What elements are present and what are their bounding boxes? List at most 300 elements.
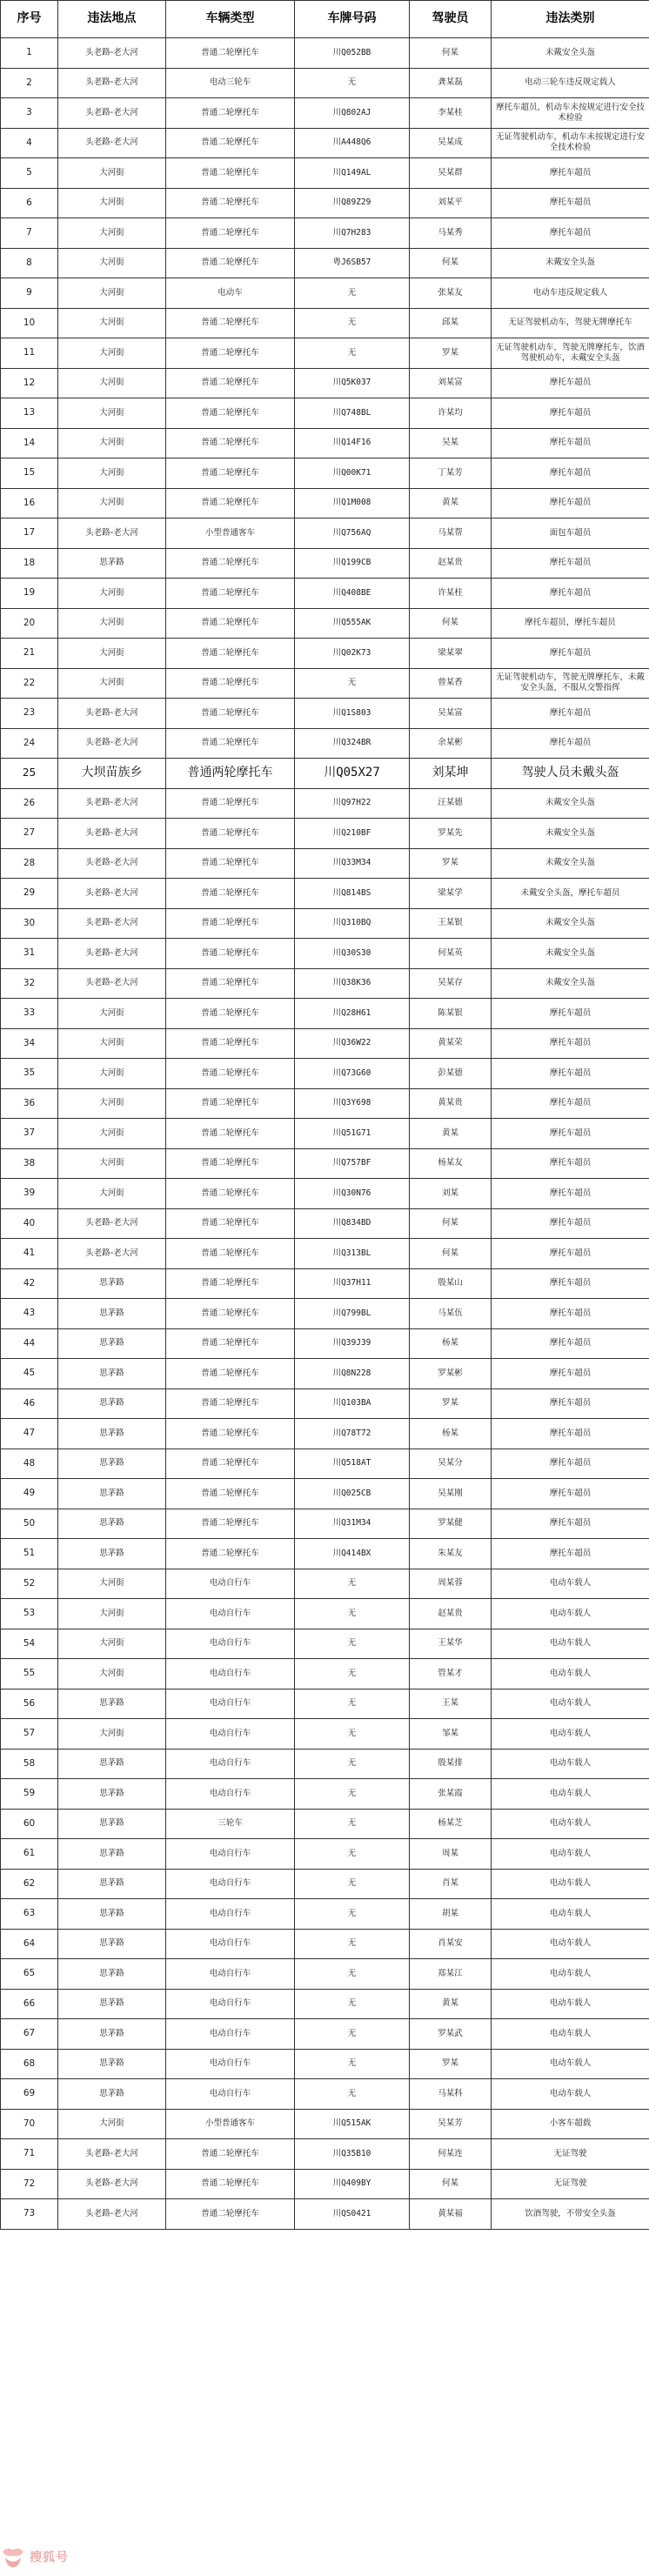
cell-location: 大河街 [58,1569,166,1599]
cell-plate-number: 川Q199CB [295,548,410,579]
cell-vehicle-type: 普通二轮摩托车 [166,968,295,999]
cell-driver: 杨某友 [410,1148,492,1179]
cell-plate-number: 无 [295,1719,410,1750]
cell-violation-type: 电动车载人 [492,1689,649,1719]
cell-driver: 罗某 [410,338,492,369]
cell-location: 头老路-老大河 [58,819,166,849]
cell-driver: 刘某 [410,1179,492,1209]
cell-plate-number: 川Q555AK [295,608,410,639]
cell-plate-number: 川Q38K36 [295,968,410,999]
cell-violation-type: 摩托车超员 [492,1539,649,1569]
cell-plate-number: 无 [295,1959,410,1990]
cell-driver: 黄某 [410,1989,492,2019]
cell-driver: 吴某芳 [410,2109,492,2139]
cell-location: 头老路-老大河 [58,68,166,98]
cell-vehicle-type: 电动自行车 [166,1659,295,1689]
table-row [1,1359,649,1389]
cell-location: 思茅路 [58,1749,166,1779]
cell-plate-number: 川Q30N76 [295,1179,410,1209]
table-row [1,338,649,369]
cell-vehicle-type: 普通二轮摩托车 [166,848,295,879]
cell-plate-number: 川Q35B10 [295,2139,410,2170]
table-row [1,1959,649,1990]
cell-violation-type: 摩托车超员 [492,218,649,249]
cell-no: 72 [1,2169,58,2199]
cell-plate-number: 川Q814BS [295,879,410,909]
cell-driver: 黄某贵 [410,1088,492,1119]
cell-vehicle-type: 普通二轮摩托车 [166,368,295,398]
cell-location: 思茅路 [58,1388,166,1419]
table-row [1,158,649,189]
cell-vehicle-type: 普通二轮摩托车 [166,879,295,909]
table-row [1,2049,649,2079]
cell-no: 10 [1,308,58,338]
cell-violation-type: 摩托车超员 [492,999,649,1029]
cell-plate-number: 川Q5K037 [295,368,410,398]
cell-plate-number: 川Q30S30 [295,939,410,969]
table-row [1,2109,649,2139]
cell-plate-number: 川Q39J39 [295,1328,410,1359]
table-header-row [1,1,649,38]
cell-location: 大河街 [58,218,166,249]
table-row [1,1509,649,1539]
cell-driver: 张某友 [410,278,492,309]
cell-plate-number: 川Q414BX [295,1539,410,1569]
cell-location: 思茅路 [58,1359,166,1389]
cell-violation-type: 摩托车超员 [492,1059,649,1089]
table-row [1,1119,649,1149]
cell-violation-type: 摩托车超员 [492,488,649,519]
table-row [1,579,649,609]
cell-plate-number: 川Q05X27 [295,759,410,789]
cell-location: 大河街 [58,1719,166,1750]
cell-no: 41 [1,1239,58,1269]
cell-violation-type: 摩托车超员 [492,1479,649,1509]
cell-no: 39 [1,1179,58,1209]
cell-driver: 汪某德 [410,788,492,819]
cell-no: 23 [1,699,58,729]
cell-location: 思茅路 [58,548,166,579]
cell-no: 67 [1,2019,58,2050]
cell-violation-type: 电动车载人 [492,1779,649,1810]
cell-driver: 罗某 [410,2049,492,2079]
cell-vehicle-type: 小型普通客车 [166,2109,295,2139]
cell-plate-number: 川QS0421 [295,2199,410,2230]
cell-driver: 邱某 [410,308,492,338]
cell-no: 16 [1,488,58,519]
cell-no: 50 [1,1509,58,1539]
table-row [1,1659,649,1689]
cell-vehicle-type: 普通二轮摩托车 [166,1388,295,1419]
cell-violation-type: 未戴安全头盔 [492,248,649,278]
table-row [1,1869,649,1899]
cell-location: 大河街 [58,308,166,338]
cell-vehicle-type: 普通二轮摩托车 [166,2139,295,2170]
cell-no: 26 [1,788,58,819]
cell-location: 大河街 [58,398,166,429]
table-row [1,1929,649,1959]
cell-violation-type: 摩托车超员 [492,428,649,458]
table-row [1,1989,649,2019]
cell-location: 思茅路 [58,1268,166,1299]
table-row [1,1899,649,1930]
cell-no: 33 [1,999,58,1029]
table-row [1,1539,649,1569]
cell-driver: 吴某成 [410,128,492,158]
cell-plate-number: 川Q14F16 [295,428,410,458]
cell-driver: 彭某德 [410,1059,492,1089]
sohu-logo-icon [0,2545,26,2569]
cell-location: 大河街 [58,1088,166,1119]
cell-violation-type: 电动车违反规定载人 [492,278,649,309]
cell-location: 思茅路 [58,1328,166,1359]
cell-driver: 梁某翠 [410,639,492,669]
cell-plate-number: 无 [295,1749,410,1779]
cell-plate-number: 川Q149AL [295,158,410,189]
table-row [1,128,649,158]
cell-plate-number: 无 [295,1989,410,2019]
cell-violation-type: 摩托车超员 [492,728,649,759]
cell-vehicle-type: 普通二轮摩托车 [166,1539,295,1569]
cell-vehicle-type: 普通二轮摩托车 [166,338,295,369]
cell-driver: 何某 [410,1208,492,1239]
cell-no: 14 [1,428,58,458]
cell-location: 大河街 [58,1148,166,1179]
cell-vehicle-type: 普通二轮摩托车 [166,488,295,519]
cell-no: 15 [1,458,58,489]
cell-violation-type: 摩托车超员 [492,1179,649,1209]
cell-vehicle-type: 普通二轮摩托车 [166,128,295,158]
cell-no: 46 [1,1388,58,1419]
cell-location: 头老路-老大河 [58,1208,166,1239]
cell-driver: 何某 [410,248,492,278]
cell-driver: 朱某友 [410,1539,492,1569]
cell-no: 55 [1,1659,58,1689]
cell-plate-number: 川Q799BL [295,1299,410,1329]
cell-vehicle-type: 普通二轮摩托车 [166,1449,295,1479]
cell-plate-number: 川Q518AT [295,1449,410,1479]
cell-plate-number: 川Q00K71 [295,458,410,489]
table-row [1,1239,649,1269]
cell-violation-type: 无证驾驶机动车，驾驶无牌摩托车，饮酒驾驶机动车，未戴安全头盔 [492,338,649,369]
cell-driver: 吴某 [410,428,492,458]
table-row [1,1268,649,1299]
cell-vehicle-type: 普通二轮摩托车 [166,579,295,609]
table-row [1,1449,649,1479]
table-row [1,968,649,999]
cell-vehicle-type: 电动自行车 [166,1959,295,1990]
table-row [1,248,649,278]
cell-driver: 何某 [410,2169,492,2199]
cell-driver: 王某 [410,1689,492,1719]
cell-no: 12 [1,368,58,398]
cell-driver: 吴某富 [410,699,492,729]
table-row [1,1088,649,1119]
cell-plate-number: 川Q748BL [295,398,410,429]
cell-driver: 赵某贵 [410,1599,492,1629]
table-row [1,68,649,98]
cell-driver: 吴某群 [410,158,492,189]
cell-vehicle-type: 电动自行车 [166,1929,295,1959]
cell-violation-type: 未戴安全头盔 [492,968,649,999]
cell-vehicle-type: 电动三轮车 [166,68,295,98]
cell-location: 大河街 [58,488,166,519]
table-row [1,639,649,669]
cell-plate-number: 川Q324BR [295,728,410,759]
cell-violation-type: 摩托车超员 [492,188,649,218]
cell-vehicle-type: 普通二轮摩托车 [166,1028,295,1059]
cell-location: 头老路-老大河 [58,848,166,879]
cell-driver: 马某伍 [410,1299,492,1329]
cell-driver: 杨某 [410,1328,492,1359]
cell-plate-number: 川Q103BA [295,1388,410,1419]
cell-vehicle-type: 电动自行车 [166,2079,295,2110]
cell-location: 头老路-老大河 [58,98,166,129]
cell-location: 头老路-老大河 [58,939,166,969]
table-row [1,548,649,579]
cell-plate-number: 川Q802AJ [295,98,410,129]
cell-vehicle-type: 普通二轮摩托车 [166,158,295,189]
cell-plate-number: 川Q97H22 [295,788,410,819]
cell-driver: 黄某福 [410,2199,492,2230]
cell-driver: 肖某安 [410,1929,492,1959]
cell-location: 大河街 [58,278,166,309]
cell-violation-type: 摩托车超员 [492,1449,649,1479]
cell-location: 大河街 [58,338,166,369]
table-row [1,2199,649,2230]
cell-violation-type: 电动车载人 [492,1659,649,1689]
cell-violation-type: 摩托车超员 [492,1239,649,1269]
table-row [1,2139,649,2170]
cell-plate-number: 川Q78T72 [295,1419,410,1449]
table-row [1,1388,649,1419]
table-row [1,1059,649,1089]
cell-plate-number: 川Q02K73 [295,639,410,669]
cell-vehicle-type: 电动车 [166,278,295,309]
cell-vehicle-type: 普通二轮摩托车 [166,1088,295,1119]
cell-violation-type: 未戴安全头盔 [492,38,649,69]
cell-no: 65 [1,1959,58,1990]
cell-driver: 黄某 [410,488,492,519]
cell-driver: 张某霞 [410,1779,492,1810]
cell-driver: 何某英 [410,939,492,969]
cell-plate-number: 川Q1M008 [295,488,410,519]
cell-driver: 马某秀 [410,218,492,249]
table-row [1,788,649,819]
cell-no: 69 [1,2079,58,2110]
cell-location: 思茅路 [58,1419,166,1449]
cell-no: 40 [1,1208,58,1239]
cell-driver: 赵某贵 [410,548,492,579]
table-row [1,939,649,969]
cell-no: 54 [1,1629,58,1659]
cell-location: 大河街 [58,1659,166,1689]
cell-vehicle-type: 普通二轮摩托车 [166,1299,295,1329]
cell-plate-number: 无 [295,1929,410,1959]
cell-vehicle-type: 普通二轮摩托车 [166,98,295,129]
table-row [1,1028,649,1059]
cell-violation-type: 摩托车超员 [492,1299,649,1329]
cell-location: 大河街 [58,1179,166,1209]
cell-driver: 邹某 [410,1719,492,1750]
cell-violation-type: 摩托车超员 [492,1088,649,1119]
header-no: 序号 [1,1,58,38]
cell-vehicle-type: 普通二轮摩托车 [166,2199,295,2230]
cell-no: 36 [1,1088,58,1119]
cell-vehicle-type: 普通二轮摩托车 [166,1059,295,1089]
cell-violation-type: 电动车载人 [492,1989,649,2019]
cell-violation-type: 未戴安全头盔 [492,819,649,849]
cell-location: 思茅路 [58,1449,166,1479]
cell-violation-type: 电动车载人 [492,1839,649,1870]
cell-plate-number: 川Q89Z29 [295,188,410,218]
table-row [1,38,649,69]
table-row [1,428,649,458]
cell-vehicle-type: 电动自行车 [166,1629,295,1659]
cell-location: 头老路-老大河 [58,519,166,549]
cell-violation-type: 驾驶人员未戴头盔 [492,759,649,789]
cell-violation-type: 摩托车超员 [492,1268,649,1299]
cell-violation-type: 无证驾驶 [492,2139,649,2170]
cell-location: 大河街 [58,1629,166,1659]
cell-vehicle-type: 电动自行车 [166,1989,295,2019]
cell-driver: 刘某坤 [410,759,492,789]
table-row [1,2079,649,2110]
cell-vehicle-type: 电动自行车 [166,1749,295,1779]
cell-violation-type: 摩托车超员 [492,368,649,398]
cell-location: 头老路-老大河 [58,788,166,819]
cell-no: 25 [1,759,58,789]
cell-vehicle-type: 普通二轮摩托车 [166,428,295,458]
cell-vehicle-type: 普通二轮摩托车 [166,1239,295,1269]
cell-driver: 陈某银 [410,999,492,1029]
cell-location: 思茅路 [58,2049,166,2079]
cell-no: 8 [1,248,58,278]
cell-violation-type: 电动车载人 [492,1959,649,1990]
cell-vehicle-type: 电动自行车 [166,2049,295,2079]
cell-plate-number: 川Q3Y698 [295,1088,410,1119]
cell-violation-type: 摩托车超员 [492,1509,649,1539]
cell-no: 2 [1,68,58,98]
cell-driver: 管某才 [410,1659,492,1689]
table-row [1,519,649,549]
cell-vehicle-type: 普通二轮摩托车 [166,218,295,249]
cell-no: 13 [1,398,58,429]
cell-plate-number: 无 [295,1899,410,1930]
cell-no: 68 [1,2049,58,2079]
cell-driver: 刘某平 [410,188,492,218]
table-row [1,1179,649,1209]
cell-violation-type: 摩托车超员 [492,398,649,429]
cell-plate-number: 无 [295,1689,410,1719]
cell-violation-type: 电动车载人 [492,1809,649,1839]
cell-location: 思茅路 [58,1959,166,1990]
cell-driver: 吴某存 [410,968,492,999]
cell-location: 大河街 [58,368,166,398]
cell-violation-type: 电动车载人 [492,2049,649,2079]
cell-location: 头老路-老大河 [58,38,166,69]
cell-plate-number: 无 [295,1869,410,1899]
cell-driver: 许某柱 [410,579,492,609]
cell-violation-type: 未戴安全头盔 [492,788,649,819]
cell-location: 头老路-老大河 [58,968,166,999]
cell-plate-number: 川Q025CB [295,1479,410,1509]
cell-violation-type: 摩托车超员 [492,1028,649,1059]
cell-violation-type: 未戴安全头盔，摩托车超员 [492,879,649,909]
cell-driver: 罗某 [410,848,492,879]
cell-vehicle-type: 电动自行车 [166,1899,295,1930]
cell-vehicle-type: 普通二轮摩托车 [166,1328,295,1359]
table-row [1,368,649,398]
cell-violation-type: 摩托车超员 [492,1328,649,1359]
cell-violation-type: 面包车超员 [492,519,649,549]
cell-driver: 何某 [410,1239,492,1269]
cell-driver: 马某科 [410,2079,492,2110]
cell-plate-number: 无 [295,2049,410,2079]
table-row [1,668,649,699]
table-row [1,1779,649,1810]
cell-violation-type: 电动车载人 [492,1569,649,1599]
cell-driver: 王某银 [410,908,492,939]
cell-plate-number: 无 [295,1569,410,1599]
cell-driver: 罗某健 [410,1509,492,1539]
cell-driver: 马某帮 [410,519,492,549]
cell-driver: 殷某山 [410,1268,492,1299]
cell-plate-number: 川Q51G71 [295,1119,410,1149]
cell-violation-type: 电动车载人 [492,1599,649,1629]
cell-plate-number: 川Q37H11 [295,1268,410,1299]
cell-violation-type: 电动车载人 [492,2019,649,2050]
table-row [1,1569,649,1599]
cell-no: 6 [1,188,58,218]
cell-vehicle-type: 普通二轮摩托车 [166,1268,295,1299]
cell-location: 大河街 [58,188,166,218]
table-row [1,1809,649,1839]
cell-location: 头老路-老大河 [58,1239,166,1269]
cell-location: 头老路-老大河 [58,699,166,729]
cell-driver: 胡某 [410,1899,492,1930]
cell-no: 71 [1,2139,58,2170]
cell-plate-number: 无 [295,1629,410,1659]
cell-vehicle-type: 普通二轮摩托车 [166,639,295,669]
cell-plate-number: 川Q28H61 [295,999,410,1029]
cell-location: 思茅路 [58,1899,166,1930]
cell-violation-type: 电动车载人 [492,1629,649,1659]
cell-no: 47 [1,1419,58,1449]
cell-plate-number: 川Q310BQ [295,908,410,939]
cell-plate-number: 川Q409BY [295,2169,410,2199]
cell-violation-type: 摩托车超员 [492,458,649,489]
cell-vehicle-type: 小型普通客车 [166,519,295,549]
cell-violation-type: 饮酒驾驶，不带安全头盔 [492,2199,649,2230]
cell-location: 思茅路 [58,2019,166,2050]
cell-vehicle-type: 普通二轮摩托车 [166,38,295,69]
cell-plate-number: 无 [295,308,410,338]
cell-no: 19 [1,579,58,609]
table-row [1,999,649,1029]
cell-vehicle-type: 普通两轮摩托车 [166,759,295,789]
table-row [1,308,649,338]
cell-vehicle-type: 电动自行车 [166,1839,295,1870]
cell-driver: 罗某 [410,1388,492,1419]
table-row [1,2169,649,2199]
cell-plate-number: 无 [295,1809,410,1839]
cell-vehicle-type: 电动自行车 [166,1599,295,1629]
header-location: 违法地点 [58,1,166,38]
cell-vehicle-type: 普通二轮摩托车 [166,939,295,969]
cell-driver: 郑某江 [410,1959,492,1990]
cell-location: 大河街 [58,248,166,278]
